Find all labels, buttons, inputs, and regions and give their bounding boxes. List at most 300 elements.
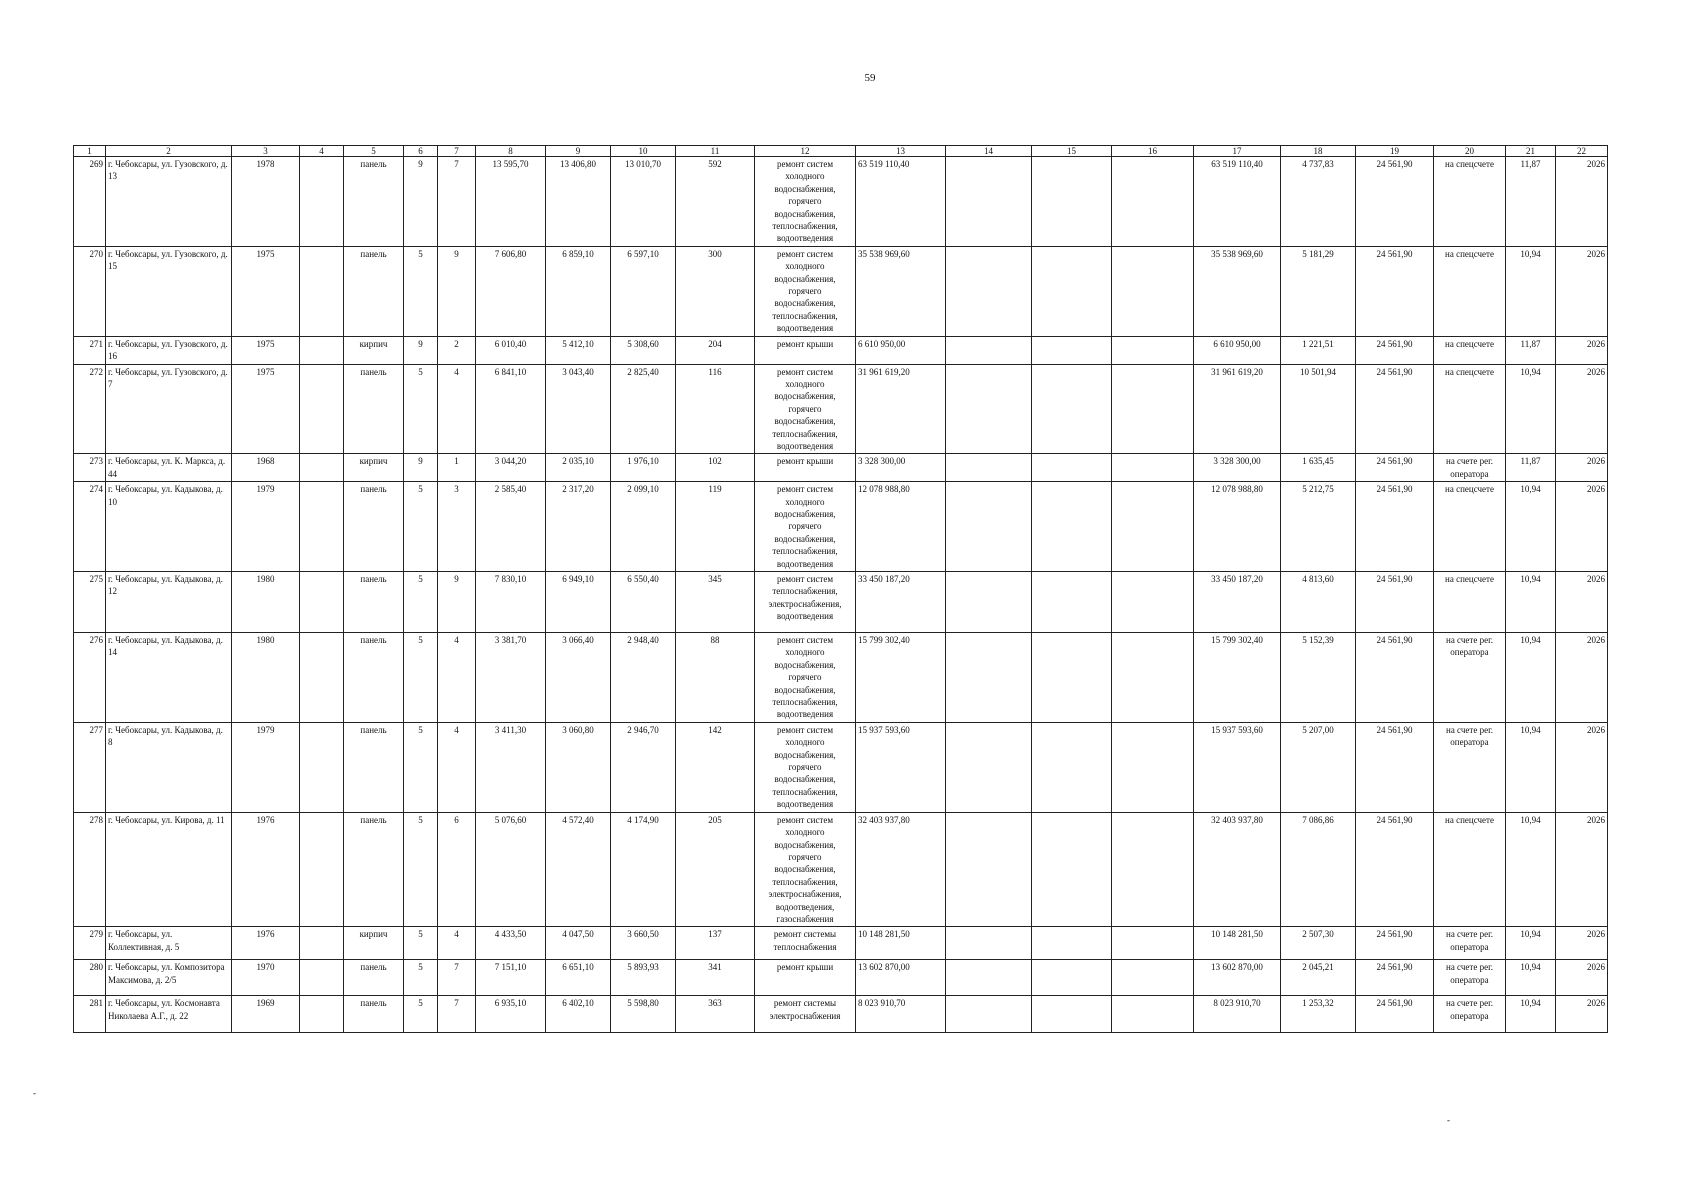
cell-c14 <box>946 482 1032 572</box>
cell-residents: 345 <box>676 572 755 633</box>
column-header: 9 <box>546 146 611 157</box>
cell-works: ремонт систем холодного водоснабжения, горячего водоснабжения, теплоснабжения, водоотведения <box>755 482 856 572</box>
cell-c16 <box>1112 996 1194 1033</box>
cell-year: 1969 <box>232 996 300 1033</box>
cell-material: панель <box>344 960 404 996</box>
table-row <box>74 157 1608 247</box>
cell-c15 <box>1032 482 1112 572</box>
cell-c21: 10,94 <box>1506 364 1556 454</box>
cell-c14 <box>946 572 1032 633</box>
table-body <box>74 157 1608 1033</box>
cell-c22: 2026 <box>1556 157 1608 247</box>
cell-c21: 11,87 <box>1506 454 1556 482</box>
column-header: 5 <box>344 146 404 157</box>
cell-residents: 142 <box>676 722 755 812</box>
cell-address: г. Чебоксары, ул. Гузовского, д. 15 <box>106 246 232 336</box>
table-row <box>74 996 1608 1033</box>
cell-c14 <box>946 454 1032 482</box>
cell-account: на спецсчете <box>1434 336 1506 364</box>
cell-c21: 10,94 <box>1506 572 1556 633</box>
cell-year: 1978 <box>232 157 300 247</box>
cell-year: 1979 <box>232 722 300 812</box>
cell-material: панель <box>344 812 404 927</box>
cell-cost: 31 961 619,20 <box>856 364 946 454</box>
cell-area-res: 13 010,70 <box>611 157 676 247</box>
cell-year: 1975 <box>232 364 300 454</box>
cell-c16 <box>1112 960 1194 996</box>
cell-c4 <box>300 812 344 927</box>
cell-c15 <box>1032 157 1112 247</box>
cell-no: 275 <box>74 572 106 633</box>
cell-c19: 24 561,90 <box>1356 996 1434 1033</box>
cell-address: г. Чебоксары, ул. Гузовского, д. 16 <box>106 336 232 364</box>
cell-c17: 31 961 619,20 <box>1194 364 1281 454</box>
cell-area-total: 6 935,10 <box>476 996 546 1033</box>
cell-c22: 2026 <box>1556 364 1608 454</box>
cell-c14 <box>946 246 1032 336</box>
cell-material: панель <box>344 246 404 336</box>
cell-area-total: 4 433,50 <box>476 927 546 960</box>
cell-floors: 9 <box>404 454 438 482</box>
cell-c21: 10,94 <box>1506 812 1556 927</box>
cell-area-res: 5 598,80 <box>611 996 676 1033</box>
cell-account: на счете рег. оператора <box>1434 996 1506 1033</box>
cell-area-living: 3 060,80 <box>546 722 611 812</box>
cell-c18: 5 212,75 <box>1281 482 1356 572</box>
cell-c19: 24 561,90 <box>1356 812 1434 927</box>
cell-material: кирпич <box>344 336 404 364</box>
cell-address: г. Чебоксары, ул. Кадыкова, д. 10 <box>106 482 232 572</box>
cell-c22: 2026 <box>1556 960 1608 996</box>
cell-c16 <box>1112 572 1194 633</box>
cell-c21: 10,94 <box>1506 927 1556 960</box>
cell-address: г. Чебоксары, ул. К. Маркса, д. 44 <box>106 454 232 482</box>
cell-area-res: 5 308,60 <box>611 336 676 364</box>
cell-c22: 2026 <box>1556 633 1608 723</box>
table-row <box>74 960 1608 996</box>
cell-c17: 6 610 950,00 <box>1194 336 1281 364</box>
cell-c4 <box>300 246 344 336</box>
cell-c19: 24 561,90 <box>1356 454 1434 482</box>
cell-cost: 32 403 937,80 <box>856 812 946 927</box>
cell-c19: 24 561,90 <box>1356 482 1434 572</box>
cell-area-total: 13 595,70 <box>476 157 546 247</box>
cell-c22: 2026 <box>1556 246 1608 336</box>
cell-account: на счете рег. оператора <box>1434 633 1506 723</box>
cell-c4 <box>300 633 344 723</box>
cell-account: на счете рег. оператора <box>1434 722 1506 812</box>
cell-residents: 204 <box>676 336 755 364</box>
cell-residents: 137 <box>676 927 755 960</box>
cell-area-living: 3 043,40 <box>546 364 611 454</box>
cell-cost: 6 610 950,00 <box>856 336 946 364</box>
cell-c18: 4 813,60 <box>1281 572 1356 633</box>
cell-area-total: 2 585,40 <box>476 482 546 572</box>
cell-area-total: 7 606,80 <box>476 246 546 336</box>
cell-works: ремонт систем холодного водоснабжения, горячего водоснабжения, теплоснабжения, водоотведения <box>755 722 856 812</box>
cell-area-res: 5 893,93 <box>611 960 676 996</box>
cell-c18: 2 045,21 <box>1281 960 1356 996</box>
cell-floors: 9 <box>404 157 438 247</box>
cell-c19: 24 561,90 <box>1356 336 1434 364</box>
column-header: 22 <box>1556 146 1608 157</box>
cell-c14 <box>946 927 1032 960</box>
cell-year: 1968 <box>232 454 300 482</box>
column-header: 14 <box>946 146 1032 157</box>
cell-c14 <box>946 336 1032 364</box>
column-header: 3 <box>232 146 300 157</box>
cell-no: 281 <box>74 996 106 1033</box>
cell-c4 <box>300 454 344 482</box>
cell-cost: 15 799 302,40 <box>856 633 946 723</box>
cell-c16 <box>1112 927 1194 960</box>
cell-residents: 205 <box>676 812 755 927</box>
cell-c14 <box>946 996 1032 1033</box>
cell-c21: 10,94 <box>1506 722 1556 812</box>
cell-no: 269 <box>74 157 106 247</box>
cell-c17: 3 328 300,00 <box>1194 454 1281 482</box>
cell-area-res: 6 597,10 <box>611 246 676 336</box>
cell-area-living: 4 572,40 <box>546 812 611 927</box>
table-row <box>74 454 1608 482</box>
cell-address: г. Чебоксары, ул. Кадыкова, д. 12 <box>106 572 232 633</box>
cell-c14 <box>946 633 1032 723</box>
cell-c4 <box>300 722 344 812</box>
cell-c21: 10,94 <box>1506 633 1556 723</box>
cell-account: на счете рег. оператора <box>1434 960 1506 996</box>
column-header: 8 <box>476 146 546 157</box>
cell-area-living: 2 317,20 <box>546 482 611 572</box>
cell-entrances: 9 <box>438 246 476 336</box>
cell-address: г. Чебоксары, ул. Гузовского, д. 13 <box>106 157 232 247</box>
cell-c16 <box>1112 812 1194 927</box>
cell-c16 <box>1112 364 1194 454</box>
cell-material: кирпич <box>344 454 404 482</box>
cell-c19: 24 561,90 <box>1356 722 1434 812</box>
cell-account: на счете рег. оператора <box>1434 454 1506 482</box>
cell-address: г. Чебоксары, ул. Композитора Максимова, д. 2/5 <box>106 960 232 996</box>
cell-c22: 2026 <box>1556 812 1608 927</box>
cell-area-res: 4 174,90 <box>611 812 676 927</box>
cell-residents: 341 <box>676 960 755 996</box>
cell-c22: 2026 <box>1556 482 1608 572</box>
cell-works: ремонт системы теплоснабжения <box>755 927 856 960</box>
cell-material: панель <box>344 364 404 454</box>
cell-area-living: 6 651,10 <box>546 960 611 996</box>
page-number: 59 <box>864 72 876 84</box>
cell-floors: 5 <box>404 572 438 633</box>
cell-account: на спецсчете <box>1434 812 1506 927</box>
cell-c4 <box>300 927 344 960</box>
table-row <box>74 927 1608 960</box>
table-row <box>74 572 1608 633</box>
table-row <box>74 364 1608 454</box>
cell-c17: 63 519 110,40 <box>1194 157 1281 247</box>
table-row <box>74 812 1608 927</box>
cell-material: кирпич <box>344 927 404 960</box>
cell-area-living: 13 406,80 <box>546 157 611 247</box>
cell-area-total: 7 830,10 <box>476 572 546 633</box>
table-row <box>74 482 1608 572</box>
cell-c17: 15 937 593,60 <box>1194 722 1281 812</box>
cell-c16 <box>1112 722 1194 812</box>
table-row <box>74 633 1608 723</box>
cell-c17: 12 078 988,80 <box>1194 482 1281 572</box>
cell-area-res: 2 099,10 <box>611 482 676 572</box>
cell-entrances: 3 <box>438 482 476 572</box>
cell-residents: 119 <box>676 482 755 572</box>
cell-address: г. Чебоксары, ул. Космонавта Николаева А.Г., д. 22 <box>106 996 232 1033</box>
cell-area-living: 4 047,50 <box>546 927 611 960</box>
column-number-header <box>74 146 1608 157</box>
cell-area-res: 3 660,50 <box>611 927 676 960</box>
cell-c15 <box>1032 812 1112 927</box>
cell-c17: 13 602 870,00 <box>1194 960 1281 996</box>
cell-year: 1976 <box>232 927 300 960</box>
cell-c14 <box>946 960 1032 996</box>
column-header: 7 <box>438 146 476 157</box>
cell-year: 1975 <box>232 246 300 336</box>
cell-c16 <box>1112 454 1194 482</box>
cell-works: ремонт крыши <box>755 454 856 482</box>
column-header: 18 <box>1281 146 1356 157</box>
cell-area-res: 6 550,40 <box>611 572 676 633</box>
cell-cost: 63 519 110,40 <box>856 157 946 247</box>
cell-c15 <box>1032 960 1112 996</box>
cell-entrances: 6 <box>438 812 476 927</box>
cell-area-res: 1 976,10 <box>611 454 676 482</box>
cell-area-total: 3 044,20 <box>476 454 546 482</box>
cell-c15 <box>1032 996 1112 1033</box>
cell-c19: 24 561,90 <box>1356 927 1434 960</box>
cell-floors: 5 <box>404 633 438 723</box>
cell-no: 279 <box>74 927 106 960</box>
cell-cost: 13 602 870,00 <box>856 960 946 996</box>
cell-floors: 5 <box>404 927 438 960</box>
column-header: 6 <box>404 146 438 157</box>
cell-entrances: 4 <box>438 364 476 454</box>
cell-c18: 1 221,51 <box>1281 336 1356 364</box>
cell-area-living: 3 066,40 <box>546 633 611 723</box>
cell-year: 1975 <box>232 336 300 364</box>
column-header: 1 <box>74 146 106 157</box>
cell-works: ремонт систем холодного водоснабжения, горячего водоснабжения, теплоснабжения, водоотведения <box>755 364 856 454</box>
cell-c18: 7 086,86 <box>1281 812 1356 927</box>
cell-entrances: 9 <box>438 572 476 633</box>
cell-address: г. Чебоксары, ул. Кирова, д. 11 <box>106 812 232 927</box>
cell-c16 <box>1112 336 1194 364</box>
cell-year: 1980 <box>232 633 300 723</box>
cell-c15 <box>1032 364 1112 454</box>
cell-no: 280 <box>74 960 106 996</box>
cell-c19: 24 561,90 <box>1356 246 1434 336</box>
cell-c14 <box>946 812 1032 927</box>
cell-no: 274 <box>74 482 106 572</box>
column-header: 13 <box>856 146 946 157</box>
cell-c17: 32 403 937,80 <box>1194 812 1281 927</box>
cell-c18: 5 152,39 <box>1281 633 1356 723</box>
scan-dot: - <box>1447 1115 1450 1125</box>
cell-account: на счете рег. оператора <box>1434 927 1506 960</box>
cell-entrances: 4 <box>438 633 476 723</box>
cell-c15 <box>1032 722 1112 812</box>
cell-c22: 2026 <box>1556 454 1608 482</box>
cell-address: г. Чебоксары, ул. Гузовского, д. 7 <box>106 364 232 454</box>
cell-works: ремонт систем холодного водоснабжения, горячего водоснабжения, теплоснабжения, электроснабжения, водоотведения, газоснабжения <box>755 812 856 927</box>
cell-area-total: 7 151,10 <box>476 960 546 996</box>
cell-floors: 9 <box>404 336 438 364</box>
cell-c14 <box>946 364 1032 454</box>
cell-c15 <box>1032 633 1112 723</box>
cell-address: г. Чебоксары, ул. Кадыкова, д. 14 <box>106 633 232 723</box>
cell-address: г. Чебоксары, ул. Кадыкова, д. 8 <box>106 722 232 812</box>
cell-no: 278 <box>74 812 106 927</box>
cell-no: 276 <box>74 633 106 723</box>
cell-c18: 5 207,00 <box>1281 722 1356 812</box>
cell-year: 1980 <box>232 572 300 633</box>
cell-entrances: 4 <box>438 722 476 812</box>
cell-c19: 24 561,90 <box>1356 633 1434 723</box>
cell-works: ремонт систем холодного водоснабжения, горячего водоснабжения, теплоснабжения, водоотведения <box>755 157 856 247</box>
cell-c4 <box>300 482 344 572</box>
cell-c4 <box>300 336 344 364</box>
cell-address: г. Чебоксары, ул. Коллективная, д. 5 <box>106 927 232 960</box>
cell-entrances: 2 <box>438 336 476 364</box>
cell-area-res: 2 946,70 <box>611 722 676 812</box>
cell-works: ремонт систем холодного водоснабжения, горячего водоснабжения, теплоснабжения, водоотведения <box>755 246 856 336</box>
column-header: 17 <box>1194 146 1281 157</box>
cell-material: панель <box>344 722 404 812</box>
cell-area-living: 2 035,10 <box>546 454 611 482</box>
cell-material: панель <box>344 157 404 247</box>
cell-c21: 10,94 <box>1506 246 1556 336</box>
cell-c17: 33 450 187,20 <box>1194 572 1281 633</box>
cell-floors: 5 <box>404 364 438 454</box>
table-row <box>74 246 1608 336</box>
column-header: 2 <box>106 146 232 157</box>
cell-cost: 15 937 593,60 <box>856 722 946 812</box>
cell-c4 <box>300 996 344 1033</box>
cell-area-living: 6 402,10 <box>546 996 611 1033</box>
cell-c18: 2 507,30 <box>1281 927 1356 960</box>
cell-cost: 35 538 969,60 <box>856 246 946 336</box>
cell-material: панель <box>344 633 404 723</box>
cell-cost: 33 450 187,20 <box>856 572 946 633</box>
table-row <box>74 336 1608 364</box>
cell-c21: 10,94 <box>1506 960 1556 996</box>
cell-area-total: 5 076,60 <box>476 812 546 927</box>
cell-area-living: 6 859,10 <box>546 246 611 336</box>
cell-c21: 11,87 <box>1506 157 1556 247</box>
cell-year: 1970 <box>232 960 300 996</box>
cell-area-total: 6 010,40 <box>476 336 546 364</box>
cell-no: 271 <box>74 336 106 364</box>
cell-entrances: 4 <box>438 927 476 960</box>
cell-c16 <box>1112 157 1194 247</box>
column-header: 11 <box>676 146 755 157</box>
cell-area-living: 5 412,10 <box>546 336 611 364</box>
cell-floors: 5 <box>404 960 438 996</box>
cell-c22: 2026 <box>1556 996 1608 1033</box>
cell-c18: 10 501,94 <box>1281 364 1356 454</box>
cell-entrances: 7 <box>438 157 476 247</box>
cell-floors: 5 <box>404 482 438 572</box>
cell-c18: 1 253,32 <box>1281 996 1356 1033</box>
cell-area-total: 3 411,30 <box>476 722 546 812</box>
column-header: 19 <box>1356 146 1434 157</box>
repair-program-table <box>73 145 1608 1033</box>
cell-c16 <box>1112 482 1194 572</box>
cell-account: на спецсчете <box>1434 364 1506 454</box>
cell-c17: 35 538 969,60 <box>1194 246 1281 336</box>
cell-cost: 12 078 988,80 <box>856 482 946 572</box>
cell-works: ремонт систем теплоснабжения, электроснабжения, водоотведения <box>755 572 856 633</box>
cell-works: ремонт систем холодного водоснабжения, горячего водоснабжения, теплоснабжения, водоотведения <box>755 633 856 723</box>
cell-cost: 8 023 910,70 <box>856 996 946 1033</box>
cell-c19: 24 561,90 <box>1356 572 1434 633</box>
cell-c22: 2026 <box>1556 336 1608 364</box>
cell-c22: 2026 <box>1556 927 1608 960</box>
cell-year: 1979 <box>232 482 300 572</box>
cell-entrances: 1 <box>438 454 476 482</box>
cell-c4 <box>300 572 344 633</box>
cell-works: ремонт крыши <box>755 960 856 996</box>
cell-residents: 102 <box>676 454 755 482</box>
cell-c16 <box>1112 246 1194 336</box>
cell-no: 270 <box>74 246 106 336</box>
cell-material: панель <box>344 572 404 633</box>
cell-c15 <box>1032 572 1112 633</box>
cell-c21: 10,94 <box>1506 996 1556 1033</box>
column-header: 12 <box>755 146 856 157</box>
column-header: 4 <box>300 146 344 157</box>
cell-floors: 5 <box>404 996 438 1033</box>
cell-floors: 5 <box>404 722 438 812</box>
cell-account: на спецсчете <box>1434 246 1506 336</box>
column-header: 16 <box>1112 146 1194 157</box>
cell-residents: 363 <box>676 996 755 1033</box>
cell-area-total: 6 841,10 <box>476 364 546 454</box>
cell-c17: 10 148 281,50 <box>1194 927 1281 960</box>
cell-account: на спецсчете <box>1434 482 1506 572</box>
cell-floors: 5 <box>404 246 438 336</box>
cell-c16 <box>1112 633 1194 723</box>
cell-account: на спецсчете <box>1434 157 1506 247</box>
cell-account: на спецсчете <box>1434 572 1506 633</box>
cell-residents: 116 <box>676 364 755 454</box>
cell-c21: 10,94 <box>1506 482 1556 572</box>
cell-c18: 4 737,83 <box>1281 157 1356 247</box>
cell-c14 <box>946 157 1032 247</box>
cell-residents: 592 <box>676 157 755 247</box>
cell-residents: 300 <box>676 246 755 336</box>
cell-c18: 1 635,45 <box>1281 454 1356 482</box>
cell-c19: 24 561,90 <box>1356 960 1434 996</box>
cell-c15 <box>1032 246 1112 336</box>
cell-entrances: 7 <box>438 996 476 1033</box>
scan-dot: - <box>33 1088 36 1098</box>
column-header: 10 <box>611 146 676 157</box>
cell-c14 <box>946 722 1032 812</box>
cell-c17: 8 023 910,70 <box>1194 996 1281 1033</box>
cell-c4 <box>300 157 344 247</box>
cell-residents: 88 <box>676 633 755 723</box>
cell-c15 <box>1032 454 1112 482</box>
cell-c17: 15 799 302,40 <box>1194 633 1281 723</box>
cell-area-living: 6 949,10 <box>546 572 611 633</box>
cell-cost: 10 148 281,50 <box>856 927 946 960</box>
cell-area-total: 3 381,70 <box>476 633 546 723</box>
